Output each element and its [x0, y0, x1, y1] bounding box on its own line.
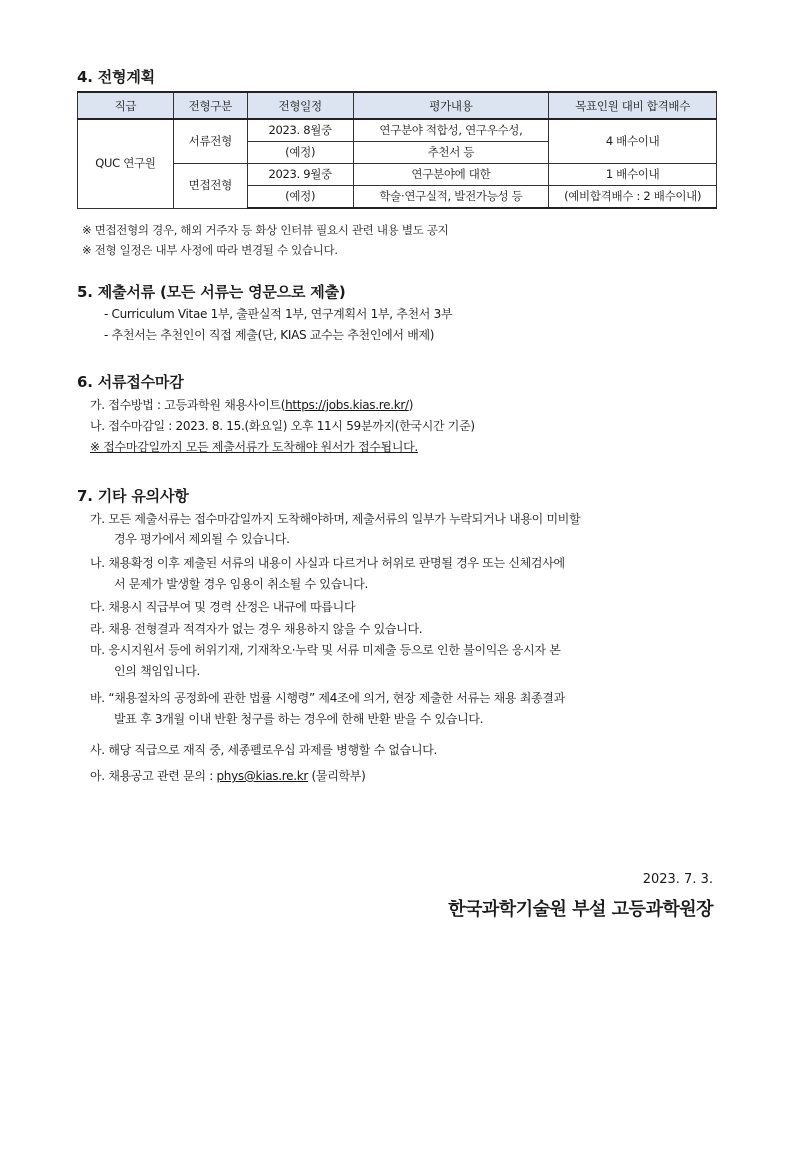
- note-schedule: ※ 전형 일정은 내부 사정에 따라 변경될 수 있습니다.: [82, 243, 338, 257]
- notice-item-2: 나. 채용확정 이후 제출된 서류의 내용이 사실과 다르거나 허위로 판명될 경우 또는 신체검사에: [90, 556, 565, 570]
- notice-item-7: 사. 해당 직급으로 재직 중, 세종펠로우십 과제를 병행할 수 없습니다.: [90, 743, 438, 757]
- multiple-cell: 1 배수이내: [549, 164, 717, 186]
- header-rank: 직급: [78, 92, 174, 119]
- issuing-organization: 한국과학기술원 부설 고등과학원장: [448, 899, 713, 920]
- content-cell: 추천서 등: [353, 142, 549, 164]
- notice-item-5: 마. 응시지원서 등에 허위기재, 기재착오·누락 및 서류 미제출 등으로 인한 불이익은 응시자 본: [90, 643, 561, 657]
- notice-item-1-cont: 경우 평가에서 제외될 수 있습니다.: [114, 532, 290, 546]
- header-content: 평가내용: [353, 92, 549, 119]
- schedule-cell: (예정): [247, 142, 353, 164]
- notice-item-6-cont: 발표 후 3개월 이내 반환 청구를 하는 경우에 한해 반환 받을 수 있습니다.: [114, 712, 484, 726]
- documents-item: - 추천서는 추천인이 직접 제출(단, KIAS 교수는 추천인에서 배제): [104, 328, 435, 342]
- announcement-date: 2023. 7. 3.: [642, 872, 713, 887]
- content-cell: 연구분야에 대한: [353, 164, 549, 186]
- header-type: 전형구분: [173, 92, 247, 119]
- section-4-heading: 4. 전형계획: [77, 68, 155, 86]
- content-cell: 학술·연구실적, 발전가능성 등: [353, 186, 549, 209]
- submission-method-label: 가. 접수방법 : 고등과학원 채용사이트(: [90, 398, 286, 412]
- section-7-heading: 7. 기타 유의사항: [77, 487, 189, 505]
- submission-warning: ※ 접수마감일까지 모든 제출서류가 도착해야 원서가 접수됩니다.: [90, 440, 418, 454]
- header-multiple: 목표인원 대비 합격배수: [549, 92, 717, 119]
- selection-plan-table: [77, 91, 717, 209]
- section-5-heading: 5. 제출서류 (모든 서류는 영문으로 제출): [77, 283, 346, 301]
- section-6-heading: 6. 서류접수마감: [77, 373, 184, 391]
- notice-item-3: 다. 채용시 직급부여 및 경력 산정은 내규에 따릅니다: [90, 600, 356, 614]
- contact-label: 아. 채용공고 관련 문의 :: [90, 769, 217, 783]
- table-row: [78, 164, 717, 186]
- schedule-cell: 2023. 9월중: [247, 164, 353, 186]
- notice-item-4: 라. 채용 전형결과 적격자가 없는 경우 채용하지 않을 수 있습니다.: [90, 622, 423, 636]
- contact-email-link[interactable]: phys@kias.re.kr: [216, 769, 308, 783]
- schedule-cell: (예정): [247, 186, 353, 209]
- type-cell: 면접전형: [173, 164, 247, 209]
- jobs-site-link[interactable]: https://jobs.kias.re.kr/: [285, 398, 409, 412]
- submission-method-close: ): [408, 398, 414, 412]
- contact-dept: (물리학부): [308, 769, 366, 783]
- documents-item: - Curriculum Vitae 1부, 출판실적 1부, 연구계획서 1부, 추천서 3부: [104, 307, 453, 321]
- notice-item-5-cont: 인의 책임입니다.: [114, 664, 201, 678]
- notice-item-6: 바. “채용절차의 공정화에 관한 법률 시행령” 제4조에 의거, 현장 제출한 서류는 채용 최종결과: [90, 691, 565, 705]
- submission-method: [90, 396, 413, 413]
- position-cell: QUC 연구원: [78, 119, 174, 208]
- note-interview: ※ 면접전형의 경우, 해외 거주자 등 화상 인터뷰 필요시 관련 내용 별도 공지: [82, 223, 449, 237]
- multiple-cell: (예비합격배수 : 2 배수이내): [549, 186, 717, 209]
- notice-item-1: 가. 모든 제출서류는 접수마감일까지 도착해야하며, 제출서류의 일부가 누락되거나 내용이 미비할: [90, 512, 581, 526]
- header-schedule: 전형일정: [247, 92, 353, 119]
- schedule-cell: 2023. 8월중: [247, 119, 353, 142]
- notice-contact: [90, 767, 365, 784]
- notice-item-2-cont: 서 문제가 발생할 경우 임용이 취소될 수 있습니다.: [114, 577, 368, 591]
- type-cell: 서류전형: [173, 119, 247, 164]
- multiple-cell: 4 배수이내: [549, 119, 717, 164]
- content-cell: 연구분야 적합성, 연구우수성,: [353, 119, 549, 142]
- table-row: [78, 119, 717, 142]
- submission-deadline: 나. 접수마감일 : 2023. 8. 15.(화요일) 오후 11시 59분까지(한국시간 기준): [90, 419, 475, 433]
- table-header-row: [78, 92, 717, 119]
